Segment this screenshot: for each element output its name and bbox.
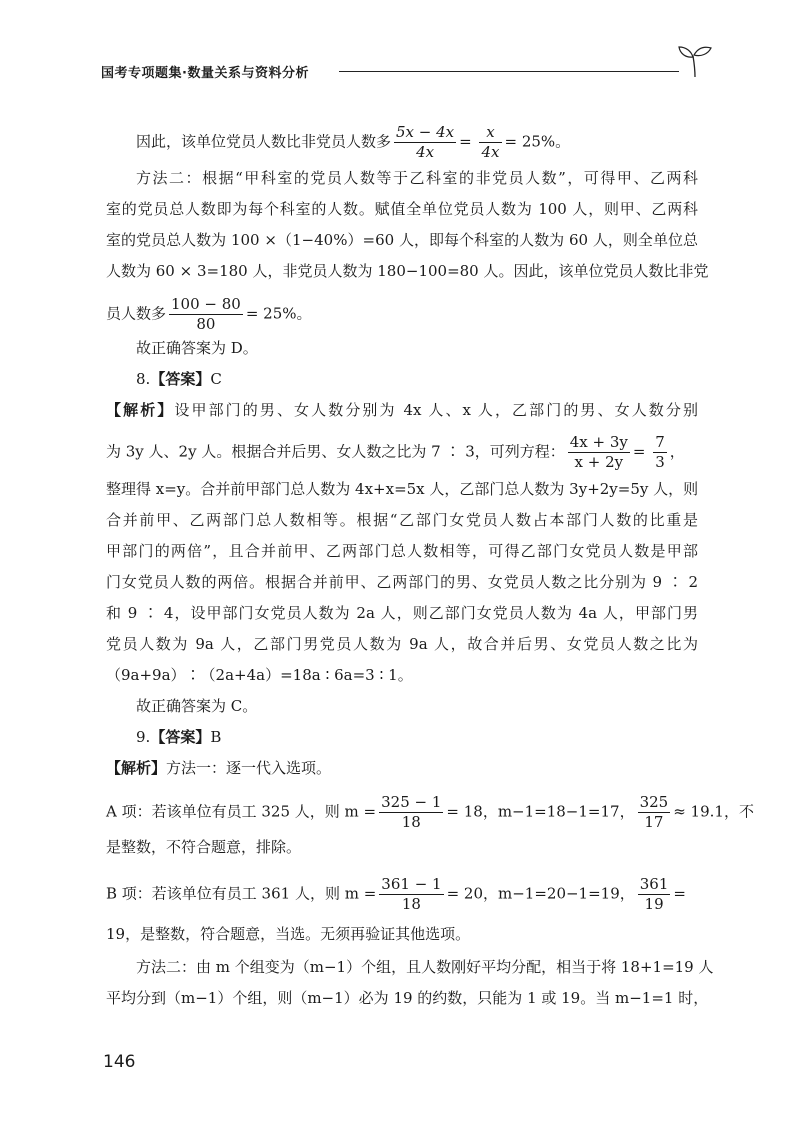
analysis-tag: 【解析】 [106, 401, 175, 419]
sprout-icon [677, 44, 713, 78]
text-line: 是整数，不符合题意，排除。 [106, 838, 302, 856]
text-line: 故正确答案为 C。 [136, 697, 258, 715]
fraction: $\frac{x}{4x}$ [481, 123, 500, 161]
text-line: B 项：若该单位有员工 361 人，则 m = $\frac{361 - 1}{18}$ = 20，m−1=20−1=19， $\frac{361}{19}$ = [106, 875, 686, 913]
header-rule [339, 71, 679, 72]
text-line: 19，是整数，符合题意，当选。无须再验证其他选项。 [106, 925, 471, 943]
text-line: 党员人数为 9a 人，乙部门男党员人数为 9a 人，故合并后男、女党员人数之比为 [106, 635, 698, 653]
text-line: 门女党员人数的两倍。根据合并前甲、乙两部门的男、女党员人数之比分别为 9 ∶ 2 [106, 573, 698, 591]
text-line: 室的党员总人数即为每个科室的人数。赋值全单位党员人数为 100 人，则甲、乙两科 [106, 200, 698, 218]
header-title: 国考专项题集·数量关系与资料分析 [101, 66, 309, 81]
text-line: 人数为 60 × 3=180 人，非党员人数为 180−100=80 人。因此，该单位党员人数比非党 [106, 262, 709, 280]
text-line: 整理得 x=y。合并前甲部门总人数为 4x+x=5x 人，乙部门总人数为 3y+2y=5y 人，则 [106, 480, 699, 498]
fraction: $\frac{325 - 1}{18}$ [381, 793, 442, 831]
text-line: 合并前甲、乙两部门总人数相等。根据“乙部门女党员人数占本部门人数的比重是 [106, 511, 698, 529]
text-line: 方法二：由 m 个组变为（m−1）个组，且人数刚好平均分配，相当于将 18+1=19 人 [136, 958, 714, 976]
answer-tag: 【答案】 [150, 728, 211, 746]
answer-line: 9.【答案】B [136, 728, 222, 746]
text-line: 故正确答案为 D。 [136, 339, 258, 357]
text-line: 方法二：根据“甲科室的党员人数等于乙科室的非党员人数”，可得甲、乙两科 [136, 169, 698, 187]
analysis-tag: 【解析】 [106, 759, 167, 777]
text-line: 平均分到（m−1）个组，则（m−1）必为 19 的约数，只能为 1 或 19。当 m−1=1 时， [106, 989, 709, 1007]
text-line: （9a+9a）∶（2a+4a）=18a ∶ 6a=3 ∶ 1。 [106, 666, 413, 684]
text-line: 和 9 ∶ 4，设甲部门女党员人数为 2a 人，则乙部门女党员人数为 4a 人，甲部门男 [106, 604, 698, 622]
fraction: $\frac{361 - 1}{18}$ [381, 875, 442, 913]
fraction: $\frac{4x + 3y}{x + 2y}$ [569, 433, 628, 471]
fraction: $\frac{100 - 80}{80}$ [171, 295, 241, 333]
page-number: 146 [103, 1052, 136, 1072]
answer-tag: 【答案】 [150, 370, 211, 388]
running-header [101, 60, 711, 90]
fraction: $\frac{361}{19}$ [639, 875, 669, 913]
text-line: 因此，该单位党员人数比非党员人数多 $\frac{5x - 4x}{4x}$ = $\frac{x}{4x}$ = 25%。 [136, 123, 571, 161]
text-line: 室的党员总人数为 100 ×（1−40%）=60 人，即每个科室的人数为 60 人，则全单位总 [106, 231, 698, 249]
fraction: $\frac{7}{3}$ [655, 433, 665, 471]
text-line: 为 3y 人、2y 人。根据合并后男、女人数之比为 7 ∶ 3，可列方程： $\frac{4x + 3y}{x + 2y}$ = $\frac{7}{3}$ ， [106, 433, 685, 471]
text-line: 甲部门的两倍”，且合并前甲、乙两部门总人数相等，可得乙部门女党员人数是甲部 [106, 542, 698, 560]
fraction: $\frac{325}{17}$ [639, 793, 669, 831]
text-line: 员人数多 $\frac{100 - 80}{80}$ = 25%。 [106, 295, 312, 333]
fraction: $\frac{5x - 4x}{4x}$ [396, 123, 455, 161]
text-line: A 项：若该单位有员工 325 人，则 m = $\frac{325 - 1}{18}$ = 18，m−1=18−1=17， $\frac{325}{17}$ ≈ 19.1，不 [106, 793, 754, 831]
answer-line: 8.【答案】C [136, 370, 222, 388]
text-line: 【解析】设甲部门的男、女人数分别为 4x 人、x 人，乙部门的男、女人数分别 [106, 401, 698, 419]
text-line: 【解析】方法一：逐一代入选项。 [106, 759, 332, 777]
